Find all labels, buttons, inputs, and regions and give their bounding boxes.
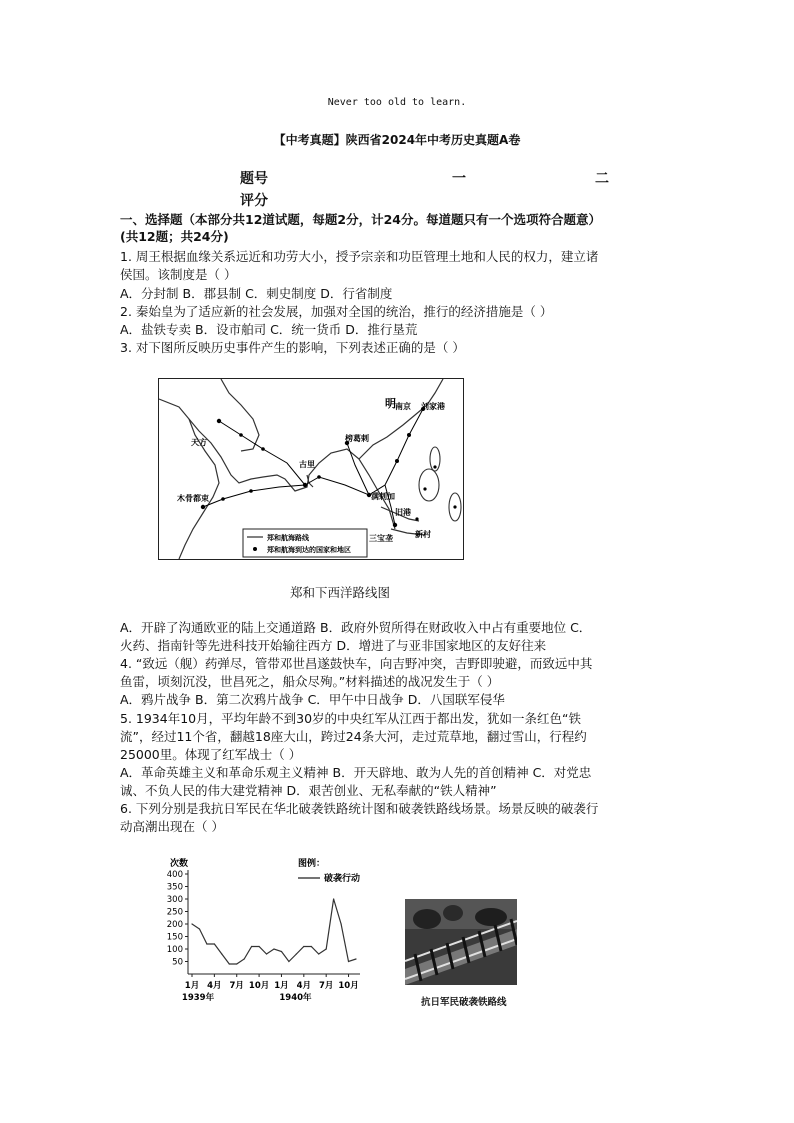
chart-year-label: 1939年 [181, 993, 215, 1003]
railway-raid-photo [405, 899, 517, 985]
chart-y-tick-label: 400 [166, 870, 183, 880]
table-col-1: 一 [452, 171, 466, 187]
table-label-number: 题号 [240, 171, 268, 187]
railway-raid-chart [160, 856, 380, 1006]
map-label-sanbaolong: 三宝垄 [369, 534, 393, 543]
chart-y-tick-label: 350 [166, 882, 183, 893]
exam-title: 【中考真题】陕西省2024年中考历史真题A卷 [273, 133, 521, 147]
q2-options: A．盐铁专卖 B．设市舶司 C．统一货币 D．推行垦荒 [120, 322, 418, 337]
q5-options-line1: A．革命英雄主义和革命乐观主义精神 B．开天辟地、敢为人先的首创精神 C．对党忠 [120, 765, 592, 780]
q1-options: A．分封制 B．郡县制 C．刺史制度 D．行省制度 [120, 286, 393, 301]
q6-stem-line1: 6. 下列分别是我抗日军民在华北破袭铁路统计图和破袭铁路线场景。场景反映的破袭行 [120, 801, 599, 816]
chart-y-tick-label: 250 [166, 907, 183, 918]
map-label-malacca: 满剌加 [371, 492, 395, 501]
chart-x-tick-label: 4月 [296, 981, 312, 991]
map-caption: 郑和下西洋路线图 [290, 585, 391, 600]
q1-stem-line2: 侯国。该制度是（ ） [120, 267, 237, 282]
section-subheading: (共12题；共24分) [120, 229, 229, 244]
chart-y-tick-label: 50 [172, 957, 183, 968]
chart-x-tick-label: 7月 [229, 981, 244, 991]
map-label-tianfang: 天方 [191, 438, 207, 447]
chart-y-tick-label: 200 [166, 920, 183, 930]
q3-options-line2: 火药、指南针等先进科技开始输往西方 D．增进了与亚非国家地区的友好往来 [120, 638, 547, 653]
zheng-he-voyage-map [158, 378, 464, 560]
map-label-xincun: 新村 [415, 530, 431, 539]
chart-year-label: 1940年 [279, 993, 312, 1003]
q4-options: A．鸦片战争 B．第二次鸦片战争 C．甲午中日战争 D．八国联军侵华 [120, 692, 505, 707]
chart-x-tick-label: 1月 [184, 981, 200, 991]
q3-options-line1: A．开辟了沟通欧亚的陆上交通道路 B．政府外贸所得在财政收入中占有重要地位 C． [120, 620, 592, 635]
chart-x-tick-label: 10月 [338, 981, 359, 991]
chart-y-tick-label: 100 [166, 945, 183, 955]
map-label-liujiagang: 刘家港 [421, 402, 445, 411]
legend-places-label: 郑和航海到达的国家和地区 [267, 546, 351, 554]
chart-y-tick-label: 150 [166, 932, 183, 943]
q5-options-line2: 诚、不负人民的伟大建党精神 D．艰苦创业、无私奉献的“铁人精神” [120, 783, 497, 798]
map-label-calicut: 古里 [299, 460, 315, 469]
map-label-mogadishu: 木骨都束 [177, 494, 209, 503]
chart-x-tick-label: 4月 [207, 981, 222, 991]
q4-stem-line1: 4. “致远（舰）药弹尽，管带邓世昌遂鼓快车，向吉野冲突，吉野即驶避，而致远中其 [120, 656, 593, 671]
q5-stem-line3: 25000里。体现了红军战士（ ） [120, 747, 302, 762]
table-label-score: 评分 [240, 193, 268, 209]
table-col-2: 二 [595, 171, 609, 187]
q1-stem-line1: 1. 周王根据血缘关系远近和功劳大小，授予宗亲和功臣管理土地和人民的权力，建立诸 [120, 249, 599, 264]
q4-stem-line2: 鱼雷，顷刻沉没，世昌死之，船众尽殉。”材料描述的战况发生于（ ） [120, 674, 500, 689]
map-label-ming: 明 [385, 397, 396, 410]
chart-legend-series: 破袭行动 [324, 874, 361, 884]
chart-x-tick-label: 10月 [248, 981, 270, 991]
photo-caption: 抗日军民破袭铁路线 [421, 997, 507, 1008]
legend-route-label: 郑和航海路线 [267, 534, 309, 542]
q5-stem-line2: 流”，经过11个省，翻越18座大山，跨过24条大河，走过荒草地，翻过雪山，行程约 [120, 729, 587, 744]
q3-stem: 3. 对下图所反映历史事件产生的影响，下列表述正确的是（ ） [120, 340, 465, 355]
chart-x-tick-label: 7月 [318, 981, 334, 991]
map-label-nanjing: 南京 [395, 402, 411, 411]
chart-ylabel: 次数 [170, 859, 189, 869]
chart-series-line [192, 899, 356, 964]
map-label-bengal: 榜葛剌 [345, 434, 369, 443]
q6-stem-line2: 动高潮出现在（ ） [120, 819, 224, 834]
chart-x-tick-label: 1月 [274, 981, 289, 991]
chart-y-tick-label: 300 [166, 895, 183, 905]
map-label-old-port: 旧港 [395, 508, 411, 517]
motto: Never too old to learn. [327, 97, 467, 108]
chart-legend-title: 图例： [298, 859, 326, 869]
q5-stem-line1: 5. 1934年10月，平均年龄不到30岁的中央红军从江西于都出发，犹如一条红色“铁 [120, 711, 581, 726]
section-heading: 一、选择题（本部分共12道试题，每题2分，计24分。每道题只有一个选项符合题意） [120, 212, 601, 227]
q2-stem: 2. 秦始皇为了适应新的社会发展，加强对全国的统治，推行的经济措施是（ ） [120, 304, 553, 319]
